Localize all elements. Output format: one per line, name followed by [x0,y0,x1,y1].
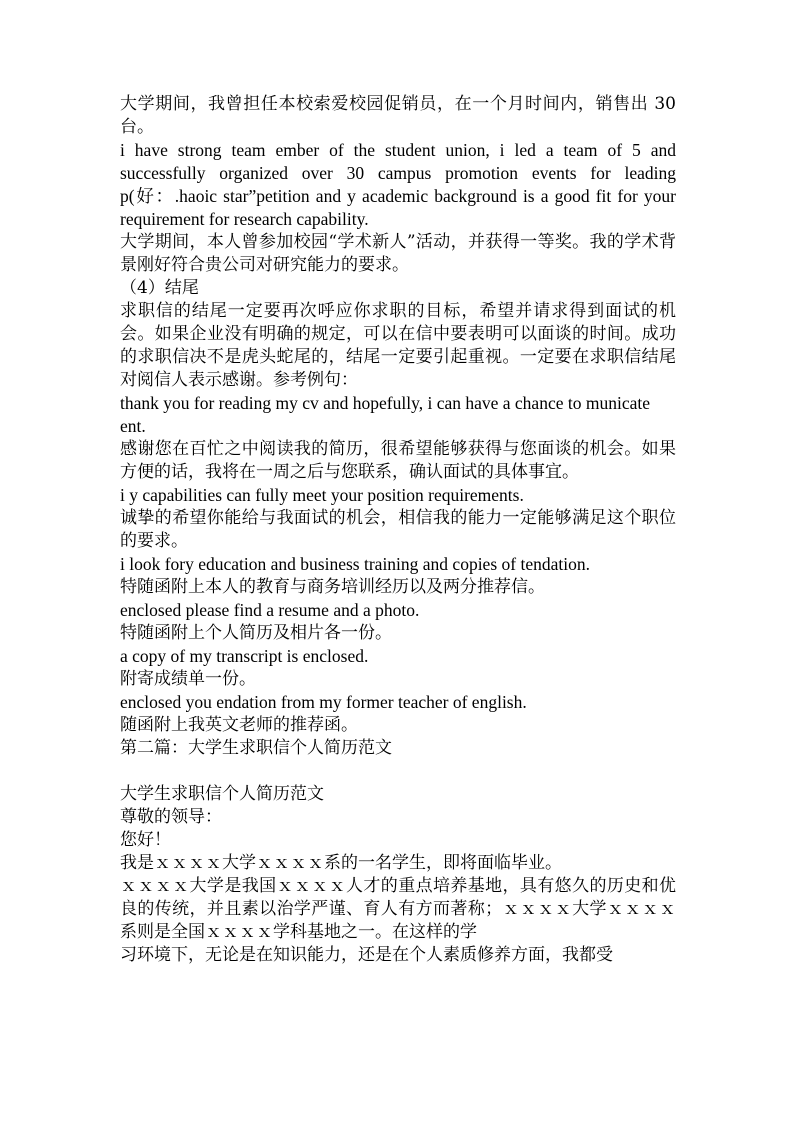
paragraph-sales-experience-zh: 大学期间，我曾担任本校索爱校园促销员，在一个月时间内，销售出 30 台。 [120,94,676,137]
section-title-part-two: 第二篇：大学生求职信个人简历范文 [120,738,392,758]
example-enclosures-en: i look fory education and business training and copies of tendation. [120,554,590,574]
letter-salutation: 尊敬的领导： [120,807,222,827]
example-enclosures-zh: 特随函附上本人的教育与商务培训经历以及两分推荐信。 [120,577,545,597]
paragraph-ending-advice-zh: 求职信的结尾一定要再次呼应你求职的目标，希望并请求得到面试的机会。如果企业没有明确的规定，可以在信中要表明可以面谈的时间。成功的求职信决不是虎头蛇尾的，结尾一定要引起重视。一定要在求职信结尾对阅信人表示感谢。参考例句： [120,301,676,390]
letter-intro: 我是ｘｘｘｘ大学ｘｘｘｘ系的一名学生，即将面临毕业。 [120,853,562,873]
letter-greeting: 您好！ [120,830,171,850]
letter-university-description: ｘｘｘｘ大学是我国ｘｘｘｘ人才的重点培养基地，具有悠久的历史和优良的传统，并且素以治学严谨、育人有方而著称；ｘｘｘｘ大学ｘｘｘｘ系则是全国ｘｘｘｘ学科基地之一。在这样的学 [120,876,676,942]
example-recommendation-en: enclosed you endation from my former teacher of english. [120,692,527,712]
example-recommendation-zh: 随函附上我英文老师的推荐函。 [120,715,358,735]
blank-line [120,760,676,783]
example-thanks-en: thank you for reading my cv and hopefully, i can have a chance to municate ent. [120,393,650,436]
example-thanks-zh: 感谢您在百忙之中阅读我的简历，很希望能够获得与您面谈的机会。如果方便的话，我将在一周之后与您联系，确认面试的具体事宜。 [120,439,676,482]
example-capabilities-zh: 诚挚的希望你能给与我面试的机会，相信我的能力一定能够满足这个职位的要求。 [120,508,676,551]
paragraph-team-experience-en: i have strong team ember of the student union, i led a team of 5 and successfully organized over 30 campus promotion events for leading p(好：.haoic star”petition and y academic background is a good fit for your requirement for research capability. [120,140,676,229]
example-resume-photo-en: enclosed please find a resume and a photo. [120,600,420,620]
example-capabilities-en: i y capabilities can fully meet your position requirements. [120,485,524,505]
paragraph-academic-award-zh: 大学期间，本人曾参加校园“学术新人”活动，并获得一等奖。我的学术背景刚好符合贵公司对研究能力的要求。 [120,232,676,275]
example-resume-photo-zh: 特随函附上个人简历及相片各一份。 [120,623,392,643]
example-transcript-zh: 附寄成绩单一份。 [120,669,256,689]
section-heading-ending: （4）结尾 [120,278,199,298]
letter-study-environment: 习环境下，无论是在知识能力，还是在个人素质修养方面，我都受 [120,945,613,965]
example-transcript-en: a copy of my transcript is enclosed. [120,646,369,666]
document-body [120,93,676,967]
letter-title: 大学生求职信个人简历范文 [120,784,324,804]
